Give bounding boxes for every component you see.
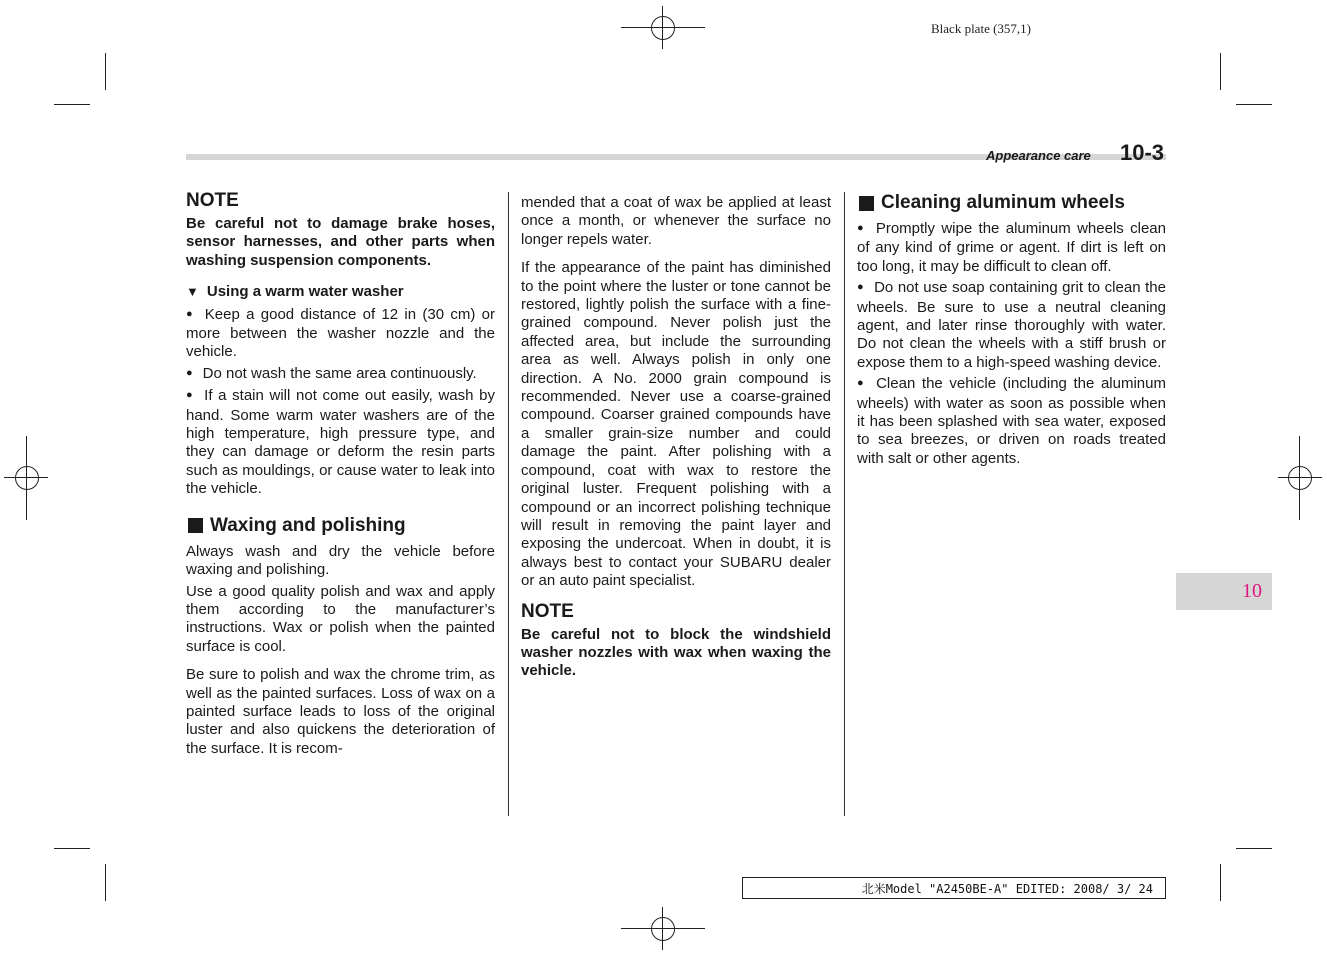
bullet-icon: ●: [186, 366, 193, 379]
bullet-icon: ●: [186, 307, 195, 320]
list-item: ● If a stain will not come out easily, wash by hand. Some warm water washers are of the high temperature, high pressure type, and they can damage or deform the resin parts such as mouldings, or cause water to leak into the vehicle.: [186, 387, 495, 498]
paragraph: Be sure to polish and wax the chrome trim, as well as the painted surfaces. Loss of wax on a painted surface leads to loss of the original luster and also quickens the deterioration of the surface. It is recom-: [186, 666, 495, 757]
note-title: NOTE: [186, 190, 239, 211]
bullet-icon: ●: [857, 377, 867, 390]
footer-box: [742, 877, 1166, 899]
paragraph: mended that a coat of wax be applied at least once a month, or whenever the surface no longer repels water.: [521, 194, 831, 248]
list-item: ● Promptly wipe the aluminum wheels clean of any kind of grime or agent. If dirt is left on too long, it may be difficult to clean off.: [857, 220, 1166, 275]
column-divider-2: [844, 192, 845, 816]
plate-label: Black plate (357,1): [931, 21, 1031, 36]
column-3: [857, 190, 1166, 471]
column-1: [186, 190, 495, 761]
subheading-text: Using a warm water washer: [206, 283, 404, 301]
paragraph: If the appearance of the paint has diminished to the point where the luster or tone cannot be restored, lightly polish the surface with a fine-grained compound. Never polish just the affected area, but include the surrounding area as well. Always polish in only one direction. A No. 2000 grain compound is recommended. Never use a coarse-grained compound. Coarser grained compounds have a smaller grain-size number and could damage the paint. After polishing with a compound, coat with wax to restore the original luster. Frequent polishing with a compound or an incorrect polishing technique will result in removing the paint layer and exposing the undercoat. When in doubt, it is always best to contact your SUBARU dealer or an auto paint specialist.: [521, 259, 831, 590]
list-item: ● Do not wash the same area continuously.: [186, 364, 477, 382]
note-text: Be careful not to block the windshield washer nozzles with wax when waxing the vehicle.: [521, 625, 831, 680]
footer-text: 北米Model "A2450BE-A" EDITED: 2008/ 3/ 24: [861, 882, 1153, 896]
bullet-icon: ●: [186, 389, 195, 402]
section-heading: [186, 515, 495, 537]
chapter-number: 10: [1242, 580, 1262, 602]
square-icon: [188, 518, 203, 533]
square-icon: [859, 196, 874, 211]
page-number: 10-3: [1120, 140, 1165, 165]
section-heading-text: Cleaning aluminum wheels: [881, 192, 1125, 213]
list-item: ● Do not use soap containing grit to clean the wheels. Be sure to use a neutral cleaning agent, and later rinse thoroughly with water. Do not clean the wheels with a stiff brush or expose them to a high-speed washing device.: [857, 279, 1166, 371]
paragraph: Always wash and dry the vehicle before waxing and polishing.: [186, 542, 495, 579]
note-text: Be careful not to damage brake hoses, sensor harnesses, and other parts when washing suspension components.: [186, 215, 495, 269]
bullet-icon: ●: [857, 281, 865, 294]
column-divider-1: [508, 192, 509, 816]
note-title: NOTE: [521, 600, 574, 622]
triangle-icon: ▼: [186, 284, 199, 300]
bullet-icon: ●: [857, 222, 866, 234]
section-heading-text: Waxing and polishing: [210, 514, 406, 536]
section-name: Appearance care: [986, 148, 1091, 163]
column-2: [521, 194, 831, 681]
paragraph: Use a good quality polish and wax and apply them according to the manufacturer’s instructions. Wax or polish when the painted surface is cool.: [186, 582, 495, 655]
list-item: ● Keep a good distance of 12 in (30 cm) or more between the washer nozzle and the vehicle.: [186, 305, 495, 361]
list-item: ● Clean the vehicle (including the aluminum wheels) with water as soon as possible when it has been splashed with sea water, exposed to sea breezes, or driven on roads treated with salt or other agents.: [857, 375, 1166, 467]
chapter-tab: [1176, 573, 1272, 610]
subheading: [186, 283, 495, 301]
section-heading: [857, 192, 1166, 214]
